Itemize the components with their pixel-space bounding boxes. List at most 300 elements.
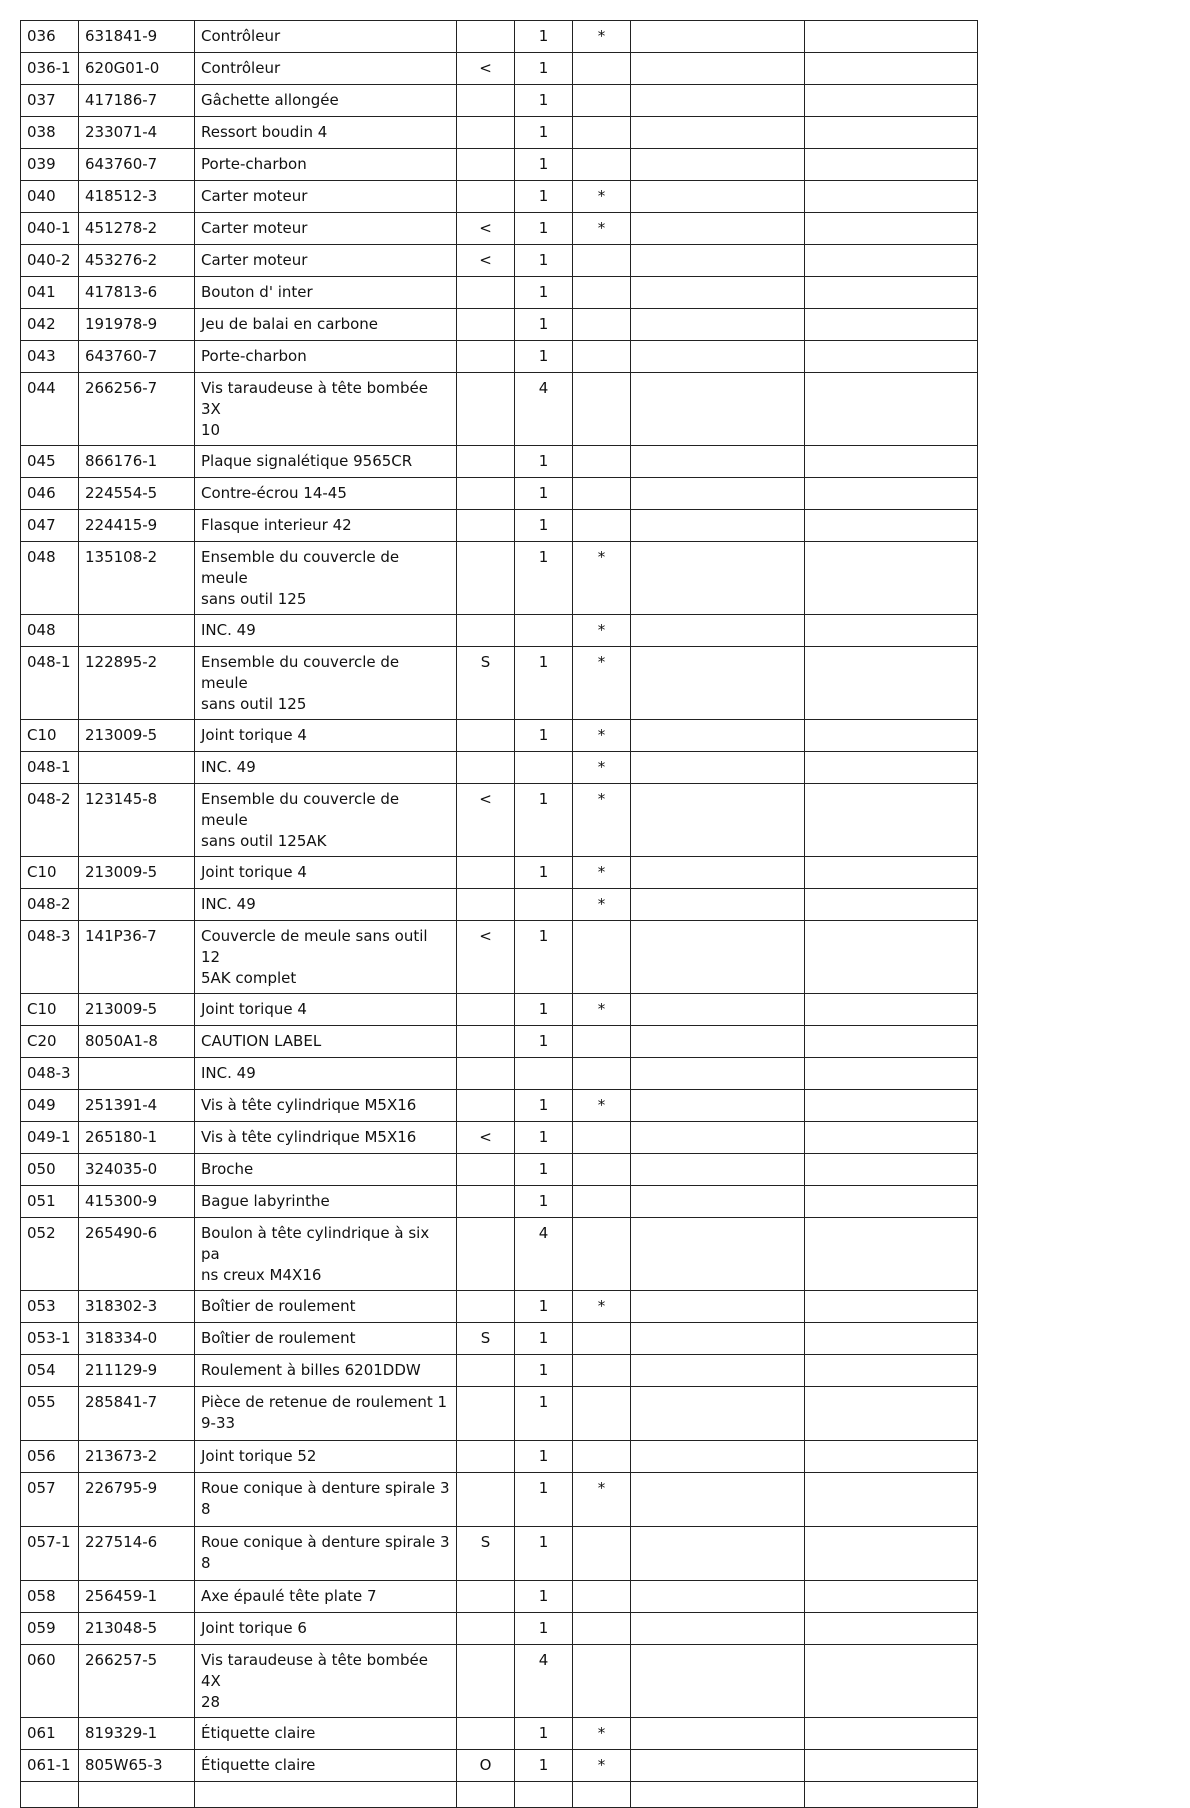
cell-blank (805, 1387, 978, 1441)
cell-description (195, 994, 457, 1026)
cell-part-number: 135108-2 (79, 542, 195, 615)
cell-substitution-mark (457, 994, 515, 1026)
cell-blank (631, 1387, 805, 1441)
cell-item-number (21, 1782, 79, 1808)
cell-item-number: 039 (21, 149, 79, 181)
cell-part-number (79, 1782, 195, 1808)
cell-blank (805, 720, 978, 752)
cell-blank (631, 1750, 805, 1782)
description-text: Contre-écrou 14-45 (201, 484, 347, 502)
cell-description (195, 1090, 457, 1122)
description-text: Plaque signalétique 9565CR (201, 452, 413, 470)
cell-part-number: 213009-5 (79, 857, 195, 889)
table-row (21, 542, 978, 615)
cell-part-number: 324035-0 (79, 1154, 195, 1186)
cell-part-number: 318302-3 (79, 1291, 195, 1323)
cell-blank (631, 510, 805, 542)
cell-note-mark (573, 277, 631, 309)
cell-description (195, 857, 457, 889)
cell-description (195, 277, 457, 309)
cell-note-mark (573, 1387, 631, 1441)
table-row (21, 1122, 978, 1154)
cell-quantity: 1 (515, 21, 573, 53)
cell-blank (631, 1782, 805, 1808)
cell-item-number: 040 (21, 181, 79, 213)
cell-substitution-mark (457, 889, 515, 921)
cell-quantity: 1 (515, 1613, 573, 1645)
table-row (21, 85, 978, 117)
cell-blank (805, 889, 978, 921)
cell-blank (805, 1581, 978, 1613)
cell-blank (805, 784, 978, 857)
description-text: CAUTION LABEL (201, 1032, 322, 1050)
cell-item-number: C10 (21, 720, 79, 752)
cell-blank (805, 341, 978, 373)
cell-quantity: 1 (515, 309, 573, 341)
cell-quantity: 1 (515, 181, 573, 213)
cell-quantity: 1 (515, 784, 573, 857)
cell-description (195, 1718, 457, 1750)
cell-description (195, 149, 457, 181)
cell-quantity: 1 (515, 1122, 573, 1154)
cell-description (195, 1186, 457, 1218)
cell-blank (631, 752, 805, 784)
table-row (21, 1718, 978, 1750)
cell-substitution-mark (457, 1090, 515, 1122)
cell-part-number: 417813-6 (79, 277, 195, 309)
cell-blank (631, 647, 805, 720)
description-text: Broche (201, 1160, 254, 1178)
description-text: Boîtier de roulement (201, 1297, 356, 1315)
cell-note-mark (573, 1154, 631, 1186)
cell-substitution-mark: < (457, 53, 515, 85)
cell-part-number: 265490-6 (79, 1218, 195, 1291)
cell-item-number: 061 (21, 1718, 79, 1750)
cell-blank (805, 542, 978, 615)
description-text: Ensemble du couvercle de meule sans outil 125 (201, 548, 400, 608)
cell-quantity: 1 (515, 1323, 573, 1355)
table-row (21, 117, 978, 149)
description-text: Joint torique 4 (201, 863, 307, 881)
cell-note-mark (573, 1122, 631, 1154)
cell-quantity: 1 (515, 1581, 573, 1613)
cell-quantity: 1 (515, 478, 573, 510)
cell-blank (805, 373, 978, 446)
description-text: Pièce de retenue de roulement 1 9-33 (201, 1393, 448, 1432)
cell-note-mark (573, 1645, 631, 1718)
cell-part-number (79, 615, 195, 647)
cell-part-number: 643760-7 (79, 149, 195, 181)
cell-blank (631, 857, 805, 889)
cell-quantity: 4 (515, 1218, 573, 1291)
cell-blank (805, 921, 978, 994)
cell-part-number: 265180-1 (79, 1122, 195, 1154)
cell-item-number: 055 (21, 1387, 79, 1441)
cell-item-number: C10 (21, 857, 79, 889)
table-row (21, 1441, 978, 1473)
cell-item-number: 048-2 (21, 784, 79, 857)
cell-part-number: 233071-4 (79, 117, 195, 149)
cell-substitution-mark: S (457, 1323, 515, 1355)
cell-blank (631, 1218, 805, 1291)
cell-item-number: 057-1 (21, 1527, 79, 1581)
cell-note-mark: * (573, 615, 631, 647)
table-row (21, 341, 978, 373)
cell-note-mark: * (573, 720, 631, 752)
cell-part-number: 226795-9 (79, 1473, 195, 1527)
cell-quantity: 1 (515, 994, 573, 1026)
cell-note-mark: * (573, 784, 631, 857)
description-text: Vis taraudeuse à tête bombée 4X 28 (201, 1651, 428, 1711)
cell-substitution-mark: < (457, 1122, 515, 1154)
cell-blank (805, 752, 978, 784)
cell-note-mark: * (573, 752, 631, 784)
table-row (21, 1058, 978, 1090)
cell-blank (805, 1154, 978, 1186)
cell-description (195, 1613, 457, 1645)
cell-description (195, 309, 457, 341)
cell-part-number: 211129-9 (79, 1355, 195, 1387)
description-text: Bouton d' inter (201, 283, 313, 301)
cell-quantity: 1 (515, 1527, 573, 1581)
cell-item-number: 048 (21, 542, 79, 615)
table-row (21, 309, 978, 341)
cell-description (195, 1122, 457, 1154)
cell-note-mark: * (573, 542, 631, 615)
table-row (21, 720, 978, 752)
cell-note-mark: * (573, 1090, 631, 1122)
cell-part-number: 418512-3 (79, 181, 195, 213)
cell-part-number: 451278-2 (79, 213, 195, 245)
description-text: Contrôleur (201, 27, 281, 45)
cell-part-number: 266256-7 (79, 373, 195, 446)
cell-blank (805, 149, 978, 181)
cell-quantity: 1 (515, 85, 573, 117)
cell-blank (805, 1527, 978, 1581)
cell-description (195, 478, 457, 510)
cell-blank (631, 117, 805, 149)
cell-quantity (515, 752, 573, 784)
table-row (21, 784, 978, 857)
cell-part-number: 213048-5 (79, 1613, 195, 1645)
table-row (21, 1186, 978, 1218)
cell-item-number: 038 (21, 117, 79, 149)
cell-blank (631, 341, 805, 373)
cell-description (195, 181, 457, 213)
cell-blank (631, 181, 805, 213)
cell-part-number: 224415-9 (79, 510, 195, 542)
cell-item-number: 048-3 (21, 1058, 79, 1090)
cell-description (195, 21, 457, 53)
cell-quantity: 1 (515, 117, 573, 149)
cell-item-number: 048 (21, 615, 79, 647)
cell-item-number: 059 (21, 1613, 79, 1645)
cell-part-number: 8050A1-8 (79, 1026, 195, 1058)
cell-item-number: 036 (21, 21, 79, 53)
cell-blank (631, 478, 805, 510)
cell-item-number: 061-1 (21, 1750, 79, 1782)
cell-item-number: 058 (21, 1581, 79, 1613)
table-row (21, 149, 978, 181)
cell-note-mark: * (573, 857, 631, 889)
cell-substitution-mark (457, 542, 515, 615)
cell-description (195, 53, 457, 85)
cell-note-mark (573, 85, 631, 117)
cell-substitution-mark (457, 1026, 515, 1058)
cell-blank (805, 117, 978, 149)
table-row (21, 1750, 978, 1782)
cell-item-number: 045 (21, 446, 79, 478)
table-row (21, 53, 978, 85)
description-text: Gâchette allongée (201, 91, 339, 109)
cell-note-mark: * (573, 994, 631, 1026)
cell-item-number: 056 (21, 1441, 79, 1473)
cell-note-mark (573, 1782, 631, 1808)
cell-blank (805, 1122, 978, 1154)
description-text: Étiquette claire (201, 1724, 316, 1742)
cell-description (195, 446, 457, 478)
cell-blank (805, 446, 978, 478)
table-row (21, 1026, 978, 1058)
cell-description (195, 615, 457, 647)
cell-quantity: 1 (515, 1026, 573, 1058)
description-text: Bague labyrinthe (201, 1192, 330, 1210)
cell-item-number: 047 (21, 510, 79, 542)
cell-description (195, 1026, 457, 1058)
cell-description (195, 889, 457, 921)
cell-part-number: 266257-5 (79, 1645, 195, 1718)
cell-blank (805, 1473, 978, 1527)
cell-note-mark (573, 1218, 631, 1291)
cell-item-number: C10 (21, 994, 79, 1026)
cell-substitution-mark (457, 341, 515, 373)
cell-blank (805, 1613, 978, 1645)
cell-part-number: 620G01-0 (79, 53, 195, 85)
cell-quantity: 1 (515, 542, 573, 615)
cell-blank (631, 21, 805, 53)
cell-description (195, 1387, 457, 1441)
cell-substitution-mark: S (457, 647, 515, 720)
cell-blank (805, 277, 978, 309)
cell-note-mark (573, 1355, 631, 1387)
description-text: Roue conique à denture spirale 3 8 (201, 1533, 450, 1572)
cell-blank (805, 857, 978, 889)
cell-note-mark: * (573, 647, 631, 720)
description-text: Porte-charbon (201, 155, 307, 173)
cell-part-number: 866176-1 (79, 446, 195, 478)
cell-quantity: 1 (515, 1473, 573, 1527)
cell-note-mark (573, 1527, 631, 1581)
cell-note-mark: * (573, 889, 631, 921)
cell-quantity: 1 (515, 510, 573, 542)
cell-substitution-mark (457, 1154, 515, 1186)
cell-quantity: 1 (515, 53, 573, 85)
cell-substitution-mark (457, 85, 515, 117)
cell-item-number: 051 (21, 1186, 79, 1218)
cell-item-number: 040-1 (21, 213, 79, 245)
cell-part-number: 227514-6 (79, 1527, 195, 1581)
cell-blank (631, 446, 805, 478)
cell-part-number: 415300-9 (79, 1186, 195, 1218)
cell-substitution-mark: O (457, 1750, 515, 1782)
description-text: INC. 49 (201, 621, 256, 639)
cell-blank (631, 1323, 805, 1355)
description-text: Porte-charbon (201, 347, 307, 365)
cell-substitution-mark (457, 752, 515, 784)
cell-part-number: 643760-7 (79, 341, 195, 373)
cell-note-mark: * (573, 1291, 631, 1323)
cell-substitution-mark (457, 1058, 515, 1090)
table-row (21, 245, 978, 277)
cell-blank (631, 921, 805, 994)
description-text: Vis taraudeuse à tête bombée 3X 10 (201, 379, 428, 439)
cell-blank (631, 277, 805, 309)
description-text: Vis à tête cylindrique M5X16 (201, 1096, 417, 1114)
cell-item-number: 048-2 (21, 889, 79, 921)
cell-blank (631, 1058, 805, 1090)
cell-part-number (79, 752, 195, 784)
description-text: Étiquette claire (201, 1756, 316, 1774)
cell-blank (631, 1355, 805, 1387)
cell-substitution-mark (457, 1186, 515, 1218)
cell-description (195, 1441, 457, 1473)
table-row (21, 1782, 978, 1808)
cell-item-number: 040-2 (21, 245, 79, 277)
table-row (21, 889, 978, 921)
cell-note-mark: * (573, 1473, 631, 1527)
cell-note-mark (573, 1058, 631, 1090)
description-text: INC. 49 (201, 1064, 256, 1082)
cell-note-mark (573, 1323, 631, 1355)
cell-blank (805, 1090, 978, 1122)
cell-description (195, 784, 457, 857)
cell-blank (805, 245, 978, 277)
cell-note-mark (573, 117, 631, 149)
cell-blank (631, 1026, 805, 1058)
cell-note-mark (573, 1581, 631, 1613)
cell-blank (631, 85, 805, 117)
cell-blank (631, 309, 805, 341)
cell-item-number: 048-3 (21, 921, 79, 994)
cell-note-mark (573, 478, 631, 510)
cell-description (195, 85, 457, 117)
cell-quantity: 4 (515, 1645, 573, 1718)
table-row (21, 1291, 978, 1323)
cell-blank (805, 1645, 978, 1718)
cell-blank (631, 149, 805, 181)
cell-blank (631, 1473, 805, 1527)
cell-blank (805, 213, 978, 245)
cell-blank (805, 309, 978, 341)
cell-quantity: 1 (515, 1154, 573, 1186)
cell-substitution-mark: S (457, 1527, 515, 1581)
cell-part-number: 251391-4 (79, 1090, 195, 1122)
cell-substitution-mark (457, 1387, 515, 1441)
cell-description (195, 921, 457, 994)
cell-description (195, 1154, 457, 1186)
cell-blank (631, 1154, 805, 1186)
description-text: Carter moteur (201, 251, 308, 269)
table-row (21, 994, 978, 1026)
cell-blank (805, 615, 978, 647)
description-text: Axe épaulé tête plate 7 (201, 1587, 377, 1605)
cell-part-number: 285841-7 (79, 1387, 195, 1441)
cell-item-number: 053-1 (21, 1323, 79, 1355)
cell-description (195, 1355, 457, 1387)
table-row (21, 478, 978, 510)
cell-description (195, 1058, 457, 1090)
description-text: INC. 49 (201, 758, 256, 776)
cell-quantity: 1 (515, 213, 573, 245)
cell-blank (805, 1291, 978, 1323)
cell-substitution-mark (457, 149, 515, 181)
cell-note-mark (573, 373, 631, 446)
cell-substitution-mark (457, 21, 515, 53)
cell-part-number: 256459-1 (79, 1581, 195, 1613)
description-text: Joint torique 4 (201, 1000, 307, 1018)
cell-quantity (515, 1782, 573, 1808)
cell-blank (805, 510, 978, 542)
cell-quantity: 1 (515, 647, 573, 720)
cell-description (195, 720, 457, 752)
description-text: Flasque interieur 42 (201, 516, 352, 534)
cell-substitution-mark (457, 1218, 515, 1291)
cell-item-number: 043 (21, 341, 79, 373)
cell-item-number: 052 (21, 1218, 79, 1291)
cell-item-number: 041 (21, 277, 79, 309)
cell-note-mark (573, 921, 631, 994)
table-row (21, 373, 978, 446)
table-row (21, 1613, 978, 1645)
parts-table-body (21, 21, 978, 1808)
description-text: Roulement à billes 6201DDW (201, 1361, 421, 1379)
cell-description (195, 1782, 457, 1808)
cell-item-number: 053 (21, 1291, 79, 1323)
cell-substitution-mark (457, 510, 515, 542)
description-text: Joint torique 52 (201, 1447, 317, 1465)
description-text: Boîtier de roulement (201, 1329, 356, 1347)
cell-part-number: 453276-2 (79, 245, 195, 277)
cell-blank (805, 21, 978, 53)
cell-part-number: 213009-5 (79, 720, 195, 752)
cell-blank (805, 1218, 978, 1291)
cell-part-number: 805W65-3 (79, 1750, 195, 1782)
cell-note-mark (573, 149, 631, 181)
cell-quantity: 1 (515, 1090, 573, 1122)
cell-description (195, 1581, 457, 1613)
cell-blank (805, 1058, 978, 1090)
cell-blank (631, 994, 805, 1026)
cell-quantity: 1 (515, 1387, 573, 1441)
cell-item-number: 048-1 (21, 752, 79, 784)
cell-note-mark: * (573, 181, 631, 213)
cell-substitution-mark (457, 1581, 515, 1613)
cell-quantity: 1 (515, 1291, 573, 1323)
cell-substitution-mark (457, 373, 515, 446)
cell-substitution-mark: < (457, 213, 515, 245)
description-text: Vis à tête cylindrique M5X16 (201, 1128, 417, 1146)
cell-blank (805, 1186, 978, 1218)
cell-blank (805, 1323, 978, 1355)
cell-blank (631, 1090, 805, 1122)
cell-blank (631, 1645, 805, 1718)
description-text: Ensemble du couvercle de meule sans outil 125AK (201, 790, 400, 850)
description-text: Ressort boudin 4 (201, 123, 328, 141)
description-text: Contrôleur (201, 59, 281, 77)
table-row (21, 1581, 978, 1613)
cell-substitution-mark (457, 857, 515, 889)
cell-blank (631, 1291, 805, 1323)
